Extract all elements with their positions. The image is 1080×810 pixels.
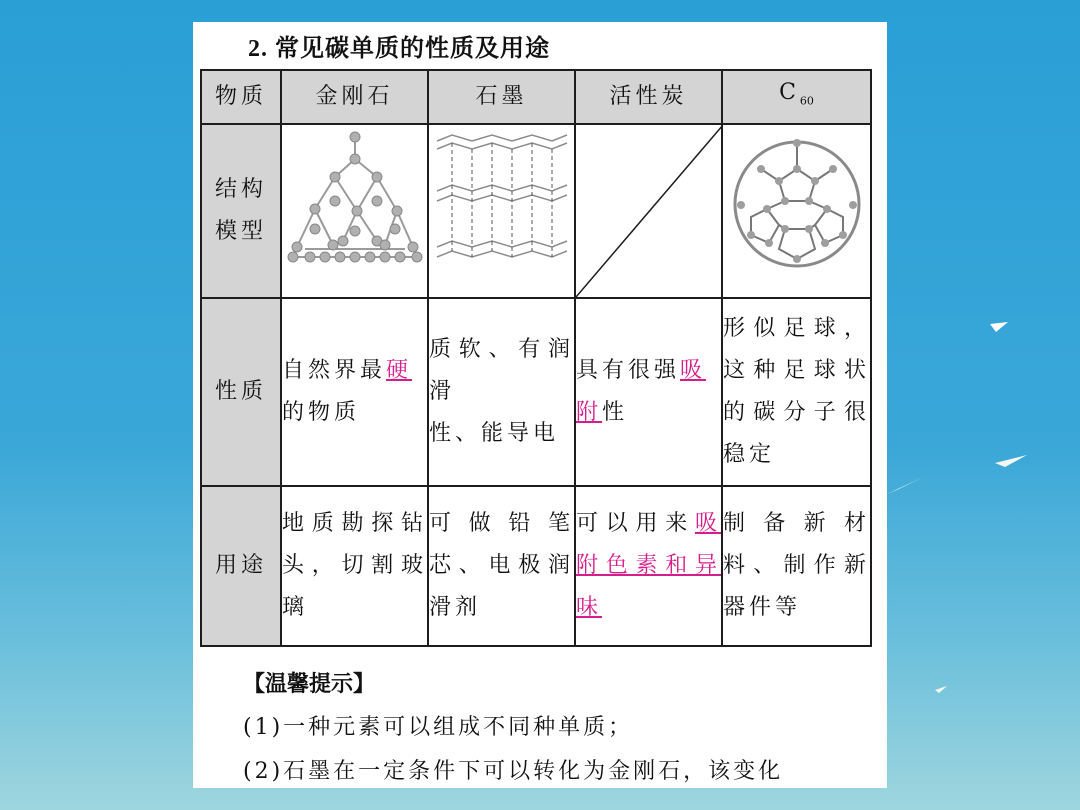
header-substance: 物质 <box>201 70 281 124</box>
table-header-row <box>201 70 871 124</box>
header-graphite: 石墨 <box>428 70 575 124</box>
diagonal-slash <box>576 125 723 297</box>
paper-plane-icon <box>995 455 1029 469</box>
c60-structure-icon <box>727 129 867 279</box>
c60-property: 形似足球，这种足球状的碳分子很稳定 <box>722 298 871 486</box>
table-row-usage <box>201 486 871 646</box>
activated-carbon-property: 具有很强吸 附性 <box>575 298 722 486</box>
diamond-structure-icon <box>285 129 425 279</box>
c60-model-image <box>722 124 871 298</box>
diamond-model-image <box>281 124 428 298</box>
section-heading: 2. 常见碳单质的性质及用途 <box>248 36 550 62</box>
paper-plane-icon <box>935 686 949 694</box>
diamond-usage: 地质勘探钻头，切割玻璃 <box>281 486 428 646</box>
paper-plane-icon <box>990 322 1010 334</box>
tip-line-1: (1)一种元素可以组成不同种单质； <box>243 715 634 740</box>
graphite-model-image <box>428 124 575 298</box>
table-row-property <box>201 298 871 486</box>
carbon-table <box>200 69 872 647</box>
graphite-property: 质软、有润滑 性、能导电 <box>428 298 575 486</box>
row-label-structure: 结构 模型 <box>201 124 281 298</box>
header-diamond: 金刚石 <box>281 70 428 124</box>
activated-carbon-model-empty <box>575 124 722 298</box>
diamond-property: 自然界最硬 的物质 <box>281 298 428 486</box>
row-label-property: 性质 <box>201 298 281 486</box>
header-c60: $C_{60}$ <box>722 70 871 124</box>
graphite-structure-icon <box>432 129 572 279</box>
tips-title: 【温馨提示】 <box>243 671 376 697</box>
graphite-usage: 可做铅笔芯、电极润滑剂 <box>428 486 575 646</box>
slide-page <box>193 22 887 788</box>
paper-plane-icon <box>885 475 925 497</box>
c60-usage: 制备新材料、制作新器件等 <box>722 486 871 646</box>
activated-carbon-usage: 可以用来吸附色素和异味 <box>575 486 722 646</box>
tips-section <box>243 662 783 794</box>
row-label-usage: 用途 <box>201 486 281 646</box>
header-activated-carbon: 活性炭 <box>575 70 722 124</box>
table-row-structure <box>201 124 871 298</box>
tip-line-2: (2)石墨在一定条件下可以转化为金刚石，该变化 <box>243 759 784 784</box>
